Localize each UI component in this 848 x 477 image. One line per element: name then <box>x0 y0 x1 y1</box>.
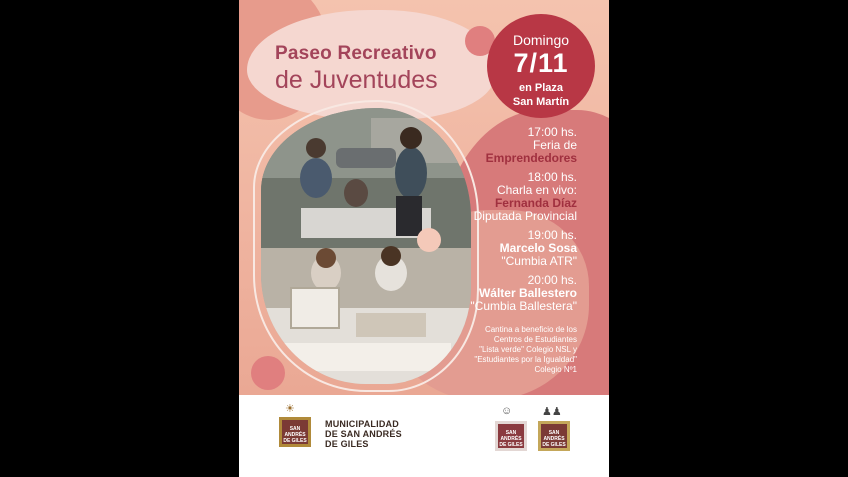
schedule-text: "Cumbia ATR" <box>501 254 577 268</box>
schedule-time: 18:00 hs. <box>527 170 577 184</box>
schedule <box>367 126 577 319</box>
decor-dot <box>251 356 285 390</box>
schedule-time: 20:00 hs. <box>527 273 577 287</box>
schedule-highlight: Emprendedores <box>485 151 577 165</box>
schedule-item <box>367 229 577 268</box>
muni-line: MUNICIPALIDAD <box>325 419 399 429</box>
date-weekday: Domingo <box>512 32 570 48</box>
muni-line: DE SAN ANDRÉS <box>325 429 402 439</box>
poster-artwork <box>239 0 609 395</box>
note-line: Centros de Estudiantes <box>493 335 577 344</box>
people-icon: ♟♟ <box>542 406 562 418</box>
schedule-text: Feria de <box>532 138 577 152</box>
theater-masks-icon: ☺ <box>501 405 513 417</box>
poster-subtitle: de Juventudes <box>275 66 438 94</box>
schedule-text: Diputada Provincial <box>473 209 577 223</box>
event-poster <box>239 0 609 477</box>
schedule-item <box>367 274 577 313</box>
note-line: "Lista verde" Colegio NSL y <box>479 345 577 354</box>
date-day: 7/11 <box>513 48 569 78</box>
schedule-time: 17:00 hs. <box>527 125 577 139</box>
note-line: "Estudiantes por la Igualdad" <box>474 355 577 364</box>
municipality-name <box>325 419 402 449</box>
schedule-text: "Cumbia Ballestera" <box>470 299 577 313</box>
schedule-highlight: Fernanda Díaz <box>494 196 577 210</box>
note-line: Cantina a beneficio de los <box>484 325 577 334</box>
note-line: Colegio Nº1 <box>534 365 577 374</box>
cantina-note <box>427 325 577 375</box>
sun-icon: ☀ <box>285 403 295 415</box>
schedule-highlight: Marcelo Sosa <box>499 241 577 255</box>
sponsor-footer <box>239 395 609 477</box>
schedule-time: 19:00 hs. <box>527 228 577 242</box>
schedule-text: Charla en vivo: <box>496 183 577 197</box>
schedule-item <box>367 126 577 165</box>
schedule-highlight: Wálter Ballestero <box>478 286 577 300</box>
municipality-logo: SAN ANDRÉS DE GILES <box>279 417 311 447</box>
poster-title: Paseo Recreativo <box>275 43 437 64</box>
date-place: en Plaza <box>518 82 564 94</box>
sports-logo: SAN ANDRÉS DE GILES <box>538 421 570 451</box>
date-place: San Martín <box>512 96 570 108</box>
culture-logo: SAN ANDRÉS DE GILES <box>495 421 527 451</box>
schedule-item <box>367 171 577 223</box>
muni-line: DE GILES <box>325 439 369 449</box>
date-badge <box>487 14 595 118</box>
